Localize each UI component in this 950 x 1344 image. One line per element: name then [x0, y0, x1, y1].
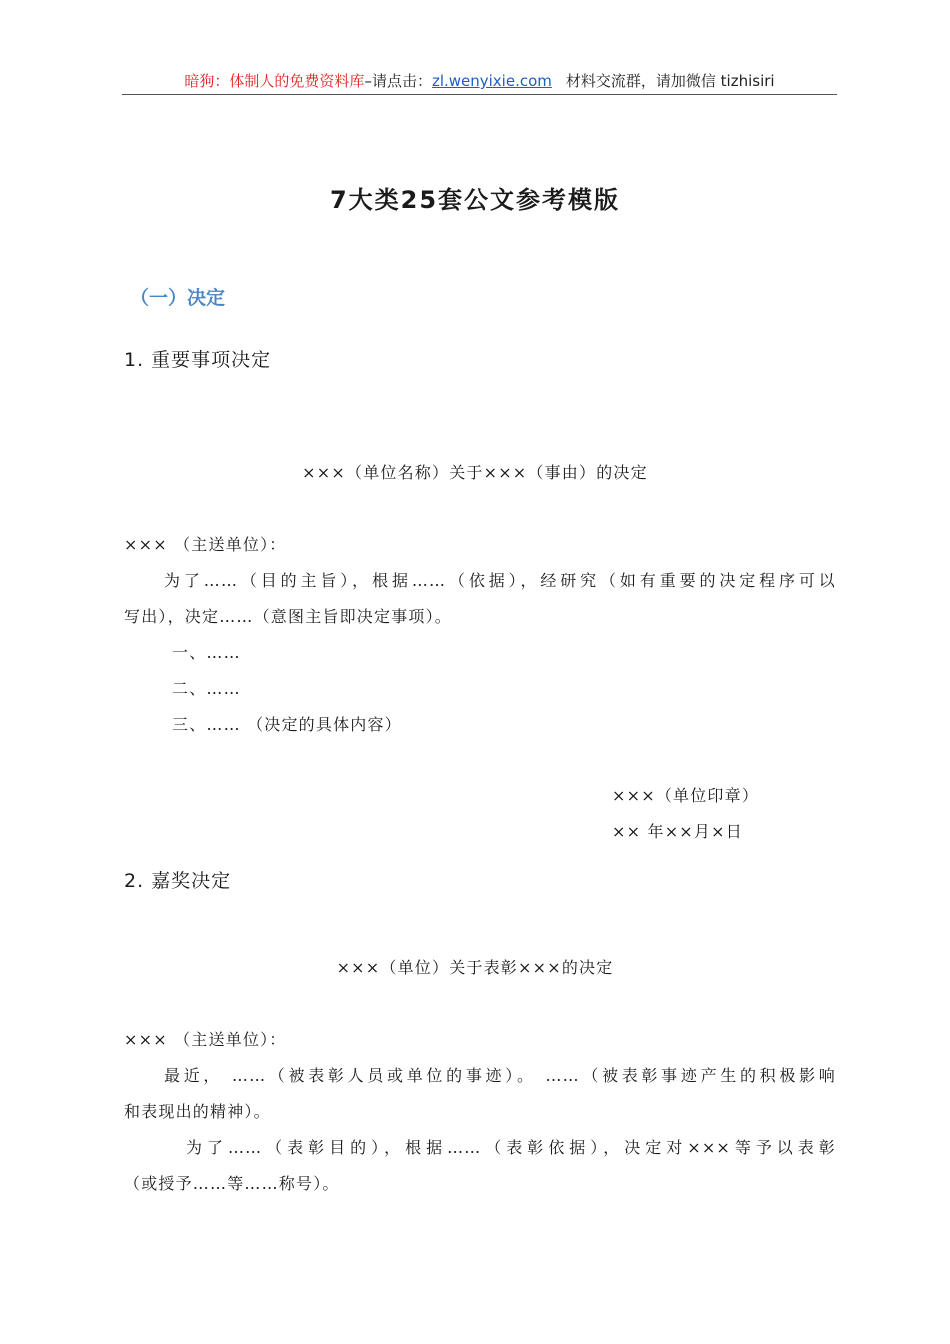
header-link[interactable]: zl.wenyixie.com [431, 72, 552, 90]
header-prompt: –请点击： [364, 72, 432, 90]
header-contact: 材料交流群，请加微信 tizhisiri [565, 72, 775, 90]
template-2-heading: 2. 嘉奖决定 [124, 870, 232, 892]
template-2-para1-line2: 和表现出的精神）。 [124, 1102, 271, 1121]
document-title: 7大类25套公文参考模版 [329, 186, 621, 214]
template-2-para2-line2: （或授予……等……称号）。 [124, 1174, 340, 1193]
template-1-para1-line2: 写出），决定……（意图主旨即决定事项）。 [124, 607, 453, 626]
header-brand: 暗狗：体制人的免费资料库 [184, 72, 365, 90]
section-heading: （一）决定 [130, 287, 226, 309]
template-2-doc-title: ×××（单位）关于表彰×××的决定 [336, 958, 614, 977]
template-1-addressee: ××× （主送单位）： [124, 535, 287, 554]
page-header [122, 70, 837, 95]
template-1-date: ×× 年××月×日 [612, 822, 743, 841]
template-1-item-1: 一、…… [172, 643, 241, 662]
template-2-addressee: ××× （主送单位）： [124, 1030, 287, 1049]
template-2-para1-line1: 最近， ……（被表彰人员或单位的事迹）。 ……（被表彰事迹产生的积极影响 [164, 1066, 836, 1085]
template-1-heading: 1. 重要事项决定 [124, 349, 272, 371]
template-1-doc-title: ×××（单位名称）关于×××（事由）的决定 [302, 463, 648, 482]
template-1-seal: ×××（单位印章） [612, 786, 760, 805]
template-1-item-2: 二、…… [172, 679, 241, 698]
template-1-item-3: 三、…… （决定的具体内容） [172, 715, 402, 734]
template-1-para1-line1: 为了……（目的主旨），根据……（依据），经研究（如有重要的决定程序可以 [164, 571, 836, 590]
template-2-para2-line1: 为了……（表彰目的），根据……（表彰依据），决定对×××等予以表彰 [186, 1138, 836, 1157]
